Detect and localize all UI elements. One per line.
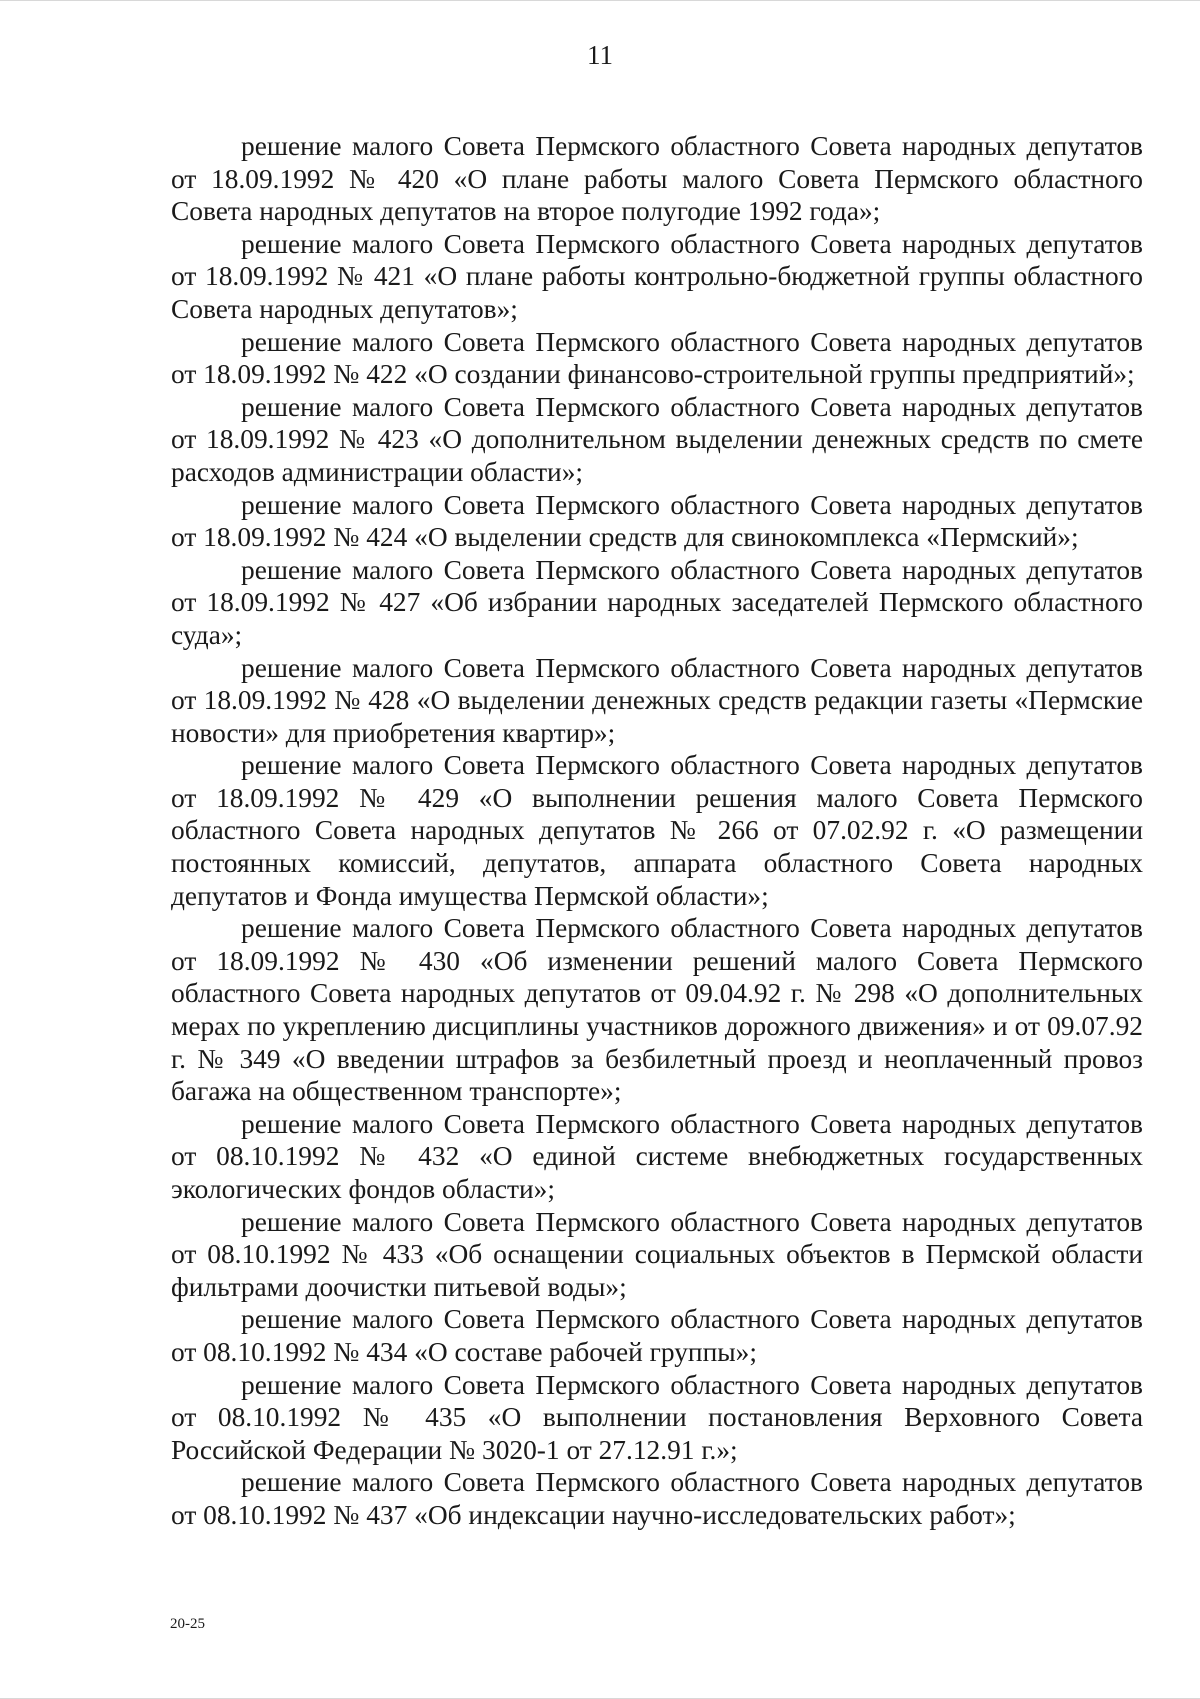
list-item: решение малого Совета Пермского областного Совета народных депутатов от 18.09.1992 № 429 «О выполнении решения малого Совета Пермского областного Совета народных депутатов № 266 от 07.02.92 г. «О размещении постоянных комиссий, депутатов, аппарата областного Совета народных депутатов и Фонда имущества Пермской области»;: [171, 750, 1143, 911]
document-body: [171, 130, 1143, 1532]
list-item: решение малого Совета Пермского областного Совета народных депутатов от 18.09.1992 № 430 «Об изменении решений малого Совета Пермского областного Совета народных депутатов от 09.04.92 г. № 298 «О дополнительных мерах по укреплению дисциплины участников дорожного движения» и от 09.07.92 г. № 349 «О введении штрафов за безбилетный проезд и неоплаченный провоз багажа на общественном транспорте»;: [171, 913, 1143, 1107]
page-number: 11: [587, 40, 613, 70]
page-top-edge: [0, 0, 1200, 1]
list-item: решение малого Совета Пермского областного Совета народных депутатов от 18.09.1992 № 421 «О плане работы контрольно-бюджетной группы областного Совета народных депутатов»;: [171, 228, 1143, 324]
list-item: решение малого Совета Пермского областного Совета народных депутатов от 08.10.1992 № 434 «О составе рабочей группы»;: [171, 1304, 1143, 1367]
list-item: решение малого Совета Пермского областного Совета народных депутатов от 08.10.1992 № 435 «О выполнении постановления Верховного Совета Российской Федерации № 3020-1 от 27.12.91 г.»;: [171, 1369, 1143, 1465]
list-item: решение малого Совета Пермского областного Совета народных депутатов от 08.10.1992 № 437 «Об индексации научно-исследовательских работ»;: [171, 1467, 1143, 1530]
footer-code: 20-25: [170, 1616, 205, 1632]
list-item: решение малого Совета Пермского областного Совета народных депутатов от 18.09.1992 № 422 «О создании финансово-строительной группы предприятий»;: [171, 326, 1143, 390]
list-item: решение малого Совета Пермского областного Совета народных депутатов от 18.09.1992 № 424 «О выделении средств для свинокомплекса «Пермский»;: [171, 489, 1143, 553]
list-item: решение малого Совета Пермского областного Совета народных депутатов от 08.10.1992 № 432 «О единой системе внебюджетных государственных экологических фондов области»;: [171, 1108, 1143, 1204]
list-item: решение малого Совета Пермского областного Совета народных депутатов от 08.10.1992 № 433 «Об оснащении социальных объектов в Пермской области фильтрами доочистки питьевой воды»;: [171, 1206, 1143, 1302]
list-item: решение малого Совета Пермского областного Совета народных депутатов от 18.09.1992 № 423 «О дополнительном выделении денежных средств по смете расходов администрации области»;: [171, 391, 1143, 487]
list-item: решение малого Совета Пермского областного Совета народных депутатов от 18.09.1992 № 428 «О выделении денежных средств редакции газеты «Пермские новости» для приобретения квартир»;: [171, 652, 1143, 748]
list-item: решение малого Совета Пермского областного Совета народных депутатов от 18.09.1992 № 420 «О плане работы малого Совета Пермского областного Совета народных депутатов на второе полугодие 1992 года»;: [171, 131, 1143, 227]
list-item: решение малого Совета Пермского областного Совета народных депутатов от 18.09.1992 № 427 «Об избрании народных заседателей Пермского областного суда»;: [171, 554, 1143, 650]
